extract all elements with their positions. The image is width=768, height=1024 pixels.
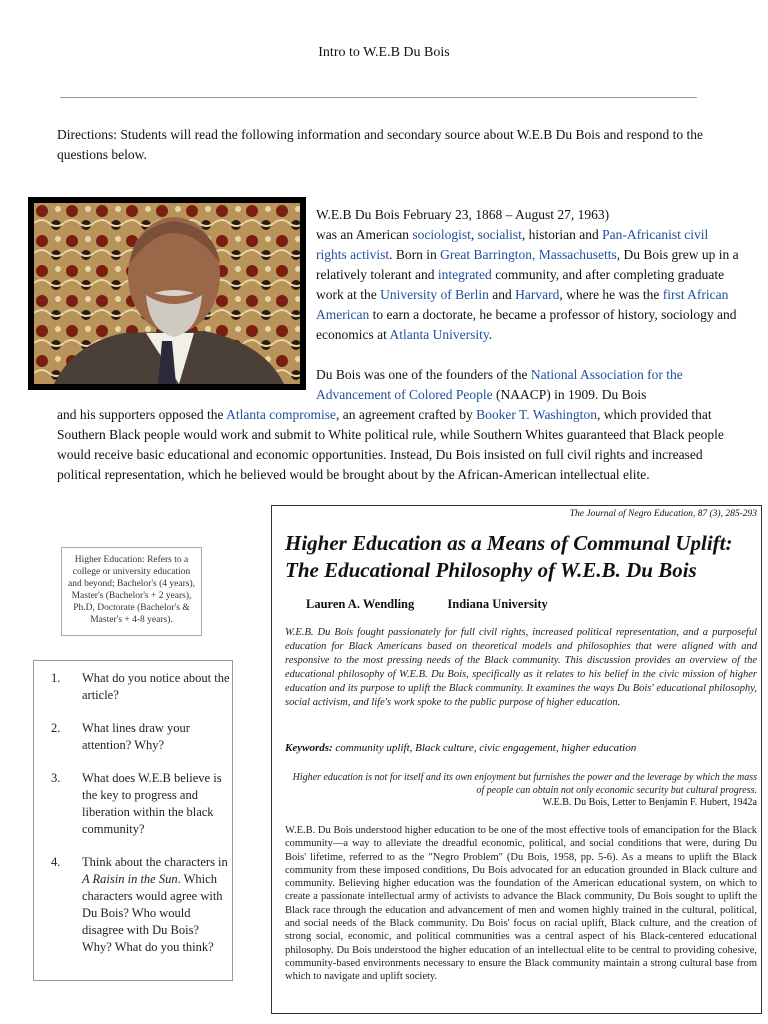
bio-text: was an American xyxy=(316,227,413,242)
keywords-list: community uplift, Black culture, civic engagement, higher education xyxy=(332,742,637,754)
article-excerpt xyxy=(271,505,762,1014)
epigraph-quote: Higher education is not for itself and its own enjoyment but furnishes the power and the leverage by which the mass of people can obtain not only economic security but cultural progress. xyxy=(292,772,757,796)
link-integrated[interactable]: integrated xyxy=(437,267,492,282)
link-socialist[interactable]: socialist xyxy=(477,227,522,242)
bio-text: . xyxy=(488,327,493,342)
bio-text: . Born in xyxy=(389,247,441,262)
bio-text: , an agreement crafted by xyxy=(335,407,477,422)
author-institution: Indiana University xyxy=(447,597,548,611)
question-text-part: . Which characters would agree with Du Bois? Who would disagree with Du Bois? Why? What do you think? xyxy=(82,872,223,954)
bio-text: , which provided that Southern Black people would work and submit to White political rule, while Southern Whites guaranteed that Black people would receive basic educational and economic opportunities. Instead, Du Bois insisted on full civil rights and increased political representation, which he believed would be brought about by the African-American intellectual elite. xyxy=(57,407,724,482)
bio-text: W.E.B Du Bois February 23, 1868 – August 27, 1963) xyxy=(316,207,610,222)
bio-text: to earn a doctorate, he became a professor of history, sociology and economics at xyxy=(316,307,737,342)
article-body: W.E.B. Du Bois understood higher education to be one of the most effective tools of emancipation for the Black community—a way to alleviate the dreadful economic, political, and social conditions that were, during Du Bois' lifetime, referred to as the "Negro Problem" (Du Bois, 1958, pp. 5-6). As a means to uplift the Black community from these imposed conditions, Du Bois advocated for an education grounded in Black culture and community. Believing higher education was the foundation of the American educational system, on which to create a passionate intellectual army of activists to advance the Black community, Du Bois sought to uplift the Black race through the education and advancement of men and women highly trained in the cultural, political, and social needs of the Black community. Du Bois' focus on racial uplift, Black culture, and the creation of strong social, economic, and political communities was a central aspect of his Black-centered educational philosophy. Du Bois understood the higher education of an intellectual elite to be central to providing cohesive, community-based environments necessary to ensure the Black community maintain a strong cultural base from which to navigate and uplift society. xyxy=(285,825,757,983)
journal-citation: The Journal of Negro Education, 87 (3), 285-293 xyxy=(569,509,757,519)
article-keywords xyxy=(285,742,757,754)
directions-text: Directions: Students will read the following information and secondary source about W.E.B Du Bois and respond to the questions below. xyxy=(57,127,704,162)
link-sociologist[interactable]: sociologist xyxy=(412,227,471,242)
bio-text: , xyxy=(470,227,478,242)
link-booker-t-washington[interactable]: Booker T. Washington xyxy=(476,407,597,422)
question-text-part: Think about the characters in xyxy=(82,855,228,869)
question-text: What do you notice about the article? xyxy=(82,671,230,702)
bio-paragraph-1 xyxy=(316,205,741,345)
question-text: What does W.E.B believe is the key to progress and liberation within the black community? xyxy=(82,771,222,836)
bio-text: , historian and xyxy=(521,227,603,242)
author-name: Lauren A. Wendling xyxy=(306,597,415,611)
question-number: 2. xyxy=(51,721,61,735)
page-title: Intro to W.E.B Du Bois xyxy=(318,45,450,60)
question-text: What lines draw your attention? Why? xyxy=(82,721,190,752)
link-great-barrington[interactable]: Great Barrington, Massachusetts xyxy=(440,247,617,262)
question-number: 4. xyxy=(51,855,61,869)
article-authors xyxy=(306,597,578,612)
link-atlanta-university[interactable]: Atlanta University xyxy=(389,327,489,342)
du-bois-portrait xyxy=(28,197,306,390)
link-atlanta-compromise[interactable]: Atlanta compromise xyxy=(226,407,336,422)
link-naacp[interactable]: National Association for the Advancement of Colored People xyxy=(316,367,683,402)
bio-text: and his supporters opposed the xyxy=(57,407,227,422)
link-harvard[interactable]: Harvard xyxy=(515,287,560,302)
bio-text: and xyxy=(488,287,516,302)
link-first-african-american[interactable]: first African American xyxy=(316,287,729,322)
article-title: Higher Education as a Means of Communal Uplift: The Educational Philosophy of W.E.B. Du Bois xyxy=(285,531,733,582)
questions-box xyxy=(33,660,233,981)
question-text xyxy=(82,854,230,956)
quote-attribution: W.E.B. Du Bois, Letter to Benjamin F. Hubert, 1942a xyxy=(542,797,757,808)
question-number: 1. xyxy=(51,671,61,685)
bio-text: community, and after completing graduate work at the xyxy=(316,267,725,302)
definition-box: Higher Education: Refers to a college or university education and beyond; Bachelor's (4 years), Master's (Bachelor's + 2 years), Ph.D, Doctorate (Bachelor's & Master's + 4-8 years). xyxy=(61,547,202,636)
bio-paragraph-2-bottom xyxy=(57,405,727,485)
link-pan-africanist[interactable]: Pan-Africanist civil rights activist xyxy=(316,227,709,262)
link-university-of-berlin[interactable]: University of Berlin xyxy=(380,287,489,302)
book-title: A Raisin in the Sun xyxy=(82,872,178,886)
bio-text: Du Bois was one of the founders of the xyxy=(316,367,531,382)
portrait-image xyxy=(34,203,300,384)
title-divider xyxy=(60,97,697,98)
question-number: 3. xyxy=(51,771,61,785)
bio-paragraph-2-top xyxy=(316,365,741,405)
bio-text: , where he was the xyxy=(559,287,663,302)
article-abstract: W.E.B. Du Bois fought passionately for full civil rights, increased political representation, and a purposeful education for Black Americans based on theoretical models and philosophies that were aligned with and responsive to the most pressing needs of the Black community. This discussion provides an overview of the educational philosophy of W.E.B. Du Bois, specifically as it relates to his belief in the civic mission of higher education and its purpose to uplift the Black community. It examines the ways Du Bois' educational philosophy, social activism, and life's work spoke to the public purpose of higher education. xyxy=(285,627,757,708)
bio-text: , Du Bois grew up in a relatively tolerant and xyxy=(316,247,739,282)
keywords-label: Keywords: xyxy=(285,742,333,754)
bio-text: (NAACP) in 1909. Du Bois xyxy=(492,387,647,402)
